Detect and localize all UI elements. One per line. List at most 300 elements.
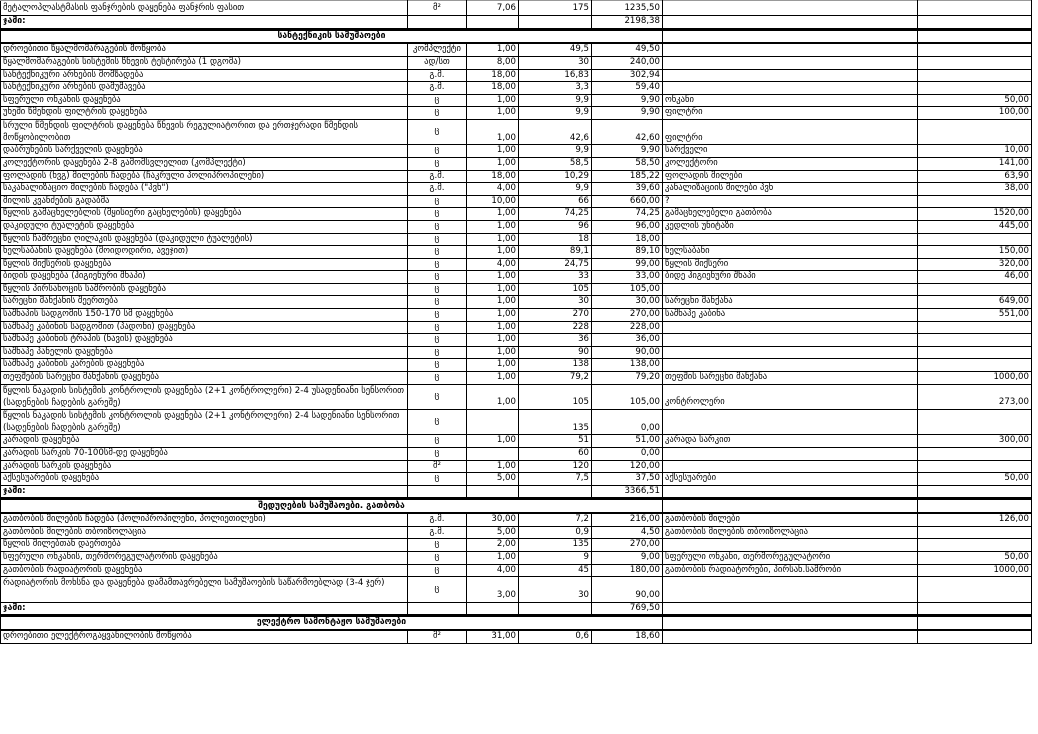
price-cell[interactable]: 7,5 (519, 473, 592, 486)
unit-cell[interactable]: გ.მ. (408, 183, 467, 196)
sum-cell[interactable]: 228,00 (592, 321, 663, 334)
material-cell[interactable] (663, 539, 918, 552)
sum-cell[interactable]: 96,00 (592, 220, 663, 233)
unit-cell[interactable]: ც (408, 435, 467, 448)
unit-cell[interactable]: ც (408, 208, 467, 221)
work-name-cell[interactable]: დაბრუნების სარქველის დაყენება (1, 145, 408, 158)
quantity-cell[interactable]: 4,00 (467, 258, 519, 271)
work-name-cell[interactable]: ხელსაბანის დაყენება (მოიდოდირი, ავეჯით) (1, 246, 408, 259)
material-price-cell[interactable] (918, 539, 1032, 552)
work-name-cell[interactable]: დროებითი ელექტროგაყვანილობის მოწყობა (1, 630, 408, 643)
material-cell[interactable]: გათბობის მილების თბოიზოლაცია (663, 526, 918, 539)
quantity-cell[interactable]: 1,00 (467, 552, 519, 565)
work-name-cell[interactable]: გათბობის რადიატორის დაყენება (1, 564, 408, 577)
quantity-cell[interactable]: 1,00 (467, 435, 519, 448)
sum-cell[interactable]: 1235,50 (592, 1, 663, 16)
material-cell[interactable]: ბიდე ჰიგიენური შხაპი (663, 271, 918, 284)
empty-cell[interactable] (663, 616, 918, 630)
sum-cell[interactable]: 270,00 (592, 539, 663, 552)
sum-cell[interactable]: 18,60 (592, 630, 663, 643)
material-price-cell[interactable]: 1000,00 (918, 372, 1032, 385)
material-price-cell[interactable]: 10,00 (918, 145, 1032, 158)
sum-cell[interactable]: 660,00 (592, 195, 663, 208)
material-price-cell[interactable] (918, 346, 1032, 359)
sum-cell[interactable]: 90,00 (592, 346, 663, 359)
empty-cell[interactable] (918, 499, 1032, 513)
quantity-cell[interactable]: 10,00 (467, 195, 519, 208)
sum-cell[interactable]: 33,00 (592, 271, 663, 284)
quantity-cell[interactable]: 1,00 (467, 145, 519, 158)
sum-cell[interactable]: 74,25 (592, 208, 663, 221)
section-title[interactable]: შედუღების სამუშაოები. გათბობა (1, 499, 663, 513)
empty-cell[interactable] (918, 16, 1032, 30)
empty-cell[interactable] (519, 602, 592, 616)
material-price-cell[interactable] (918, 359, 1032, 372)
material-price-cell[interactable]: 551,00 (918, 309, 1032, 322)
sum-cell[interactable]: 9,90 (592, 145, 663, 158)
work-name-cell[interactable]: ფოლადის (ხვგ) მილების ჩადება (ჩაკრული პოლიპროპილენი) (1, 170, 408, 183)
unit-cell[interactable]: ც (408, 220, 467, 233)
sum-cell[interactable]: 49,50 (592, 43, 663, 56)
unit-cell[interactable]: ად/სთ (408, 56, 467, 69)
price-cell[interactable]: 60 (519, 448, 592, 461)
quantity-cell[interactable]: 1,00 (467, 283, 519, 296)
work-name-cell[interactable]: დროებითი წყალმომარაგების მოწყობა (1, 43, 408, 56)
price-cell[interactable]: 33 (519, 271, 592, 284)
material-cell[interactable] (663, 56, 918, 69)
work-name-cell[interactable]: თეფშების სარეცხი მანქანის დაყენება (1, 372, 408, 385)
material-price-cell[interactable] (918, 334, 1032, 347)
material-price-cell[interactable]: 50,00 (918, 473, 1032, 486)
material-cell[interactable]: სარქველი (663, 145, 918, 158)
unit-cell[interactable]: ც (408, 296, 467, 309)
quantity-cell[interactable]: 1,00 (467, 94, 519, 107)
sum-cell[interactable]: 90,00 (592, 577, 663, 602)
unit-cell[interactable]: ც (408, 473, 467, 486)
unit-cell[interactable]: ც (408, 552, 467, 565)
material-price-cell[interactable]: 649,00 (918, 296, 1032, 309)
price-cell[interactable]: 16,83 (519, 69, 592, 82)
material-cell[interactable]: ? (663, 195, 918, 208)
material-cell[interactable] (663, 577, 918, 602)
material-cell[interactable] (663, 334, 918, 347)
unit-cell[interactable]: ც (408, 119, 467, 144)
sum-cell[interactable]: 240,00 (592, 56, 663, 69)
quantity-cell[interactable]: 1,00 (467, 233, 519, 246)
work-name-cell[interactable]: საშხაპე კაბინის კარების დაყენება (1, 359, 408, 372)
material-price-cell[interactable]: 141,00 (918, 157, 1032, 170)
material-cell[interactable] (663, 460, 918, 473)
price-cell[interactable]: 74,25 (519, 208, 592, 221)
price-cell[interactable]: 30 (519, 296, 592, 309)
empty-cell[interactable] (918, 29, 1032, 43)
quantity-cell[interactable]: 1,00 (467, 309, 519, 322)
material-cell[interactable]: კოლექტორი (663, 157, 918, 170)
work-name-cell[interactable]: კოლექტორის დაყენება 2-8 გამომსვლელით (კომპლექტი) (1, 157, 408, 170)
material-price-cell[interactable]: 46,00 (918, 271, 1032, 284)
price-cell[interactable]: 10,29 (519, 170, 592, 183)
material-cell[interactable]: წყლის მიქსერი (663, 258, 918, 271)
unit-cell[interactable]: გ.მ. (408, 526, 467, 539)
material-price-cell[interactable] (918, 321, 1032, 334)
quantity-cell[interactable]: 5,00 (467, 473, 519, 486)
unit-cell[interactable]: ც (408, 564, 467, 577)
price-cell[interactable]: 51 (519, 435, 592, 448)
work-name-cell[interactable]: აქსესუარების დაყენება (1, 473, 408, 486)
sum-cell[interactable]: 105,00 (592, 283, 663, 296)
material-price-cell[interactable]: 300,00 (918, 435, 1032, 448)
material-price-cell[interactable]: 63,90 (918, 170, 1032, 183)
quantity-cell[interactable]: 1,00 (467, 359, 519, 372)
sum-cell[interactable]: 180,00 (592, 564, 663, 577)
material-cell[interactable]: ხელსაბანი (663, 246, 918, 259)
material-price-cell[interactable]: 1520,00 (918, 208, 1032, 221)
price-cell[interactable]: 120 (519, 460, 592, 473)
unit-cell[interactable]: ც (408, 334, 467, 347)
sum-cell[interactable]: 302,94 (592, 69, 663, 82)
material-price-cell[interactable] (918, 119, 1032, 144)
material-price-cell[interactable] (918, 410, 1032, 435)
price-cell[interactable]: 49,5 (519, 43, 592, 56)
unit-cell[interactable]: გ.მ. (408, 82, 467, 95)
material-cell[interactable] (663, 1, 918, 16)
unit-cell[interactable]: ც (408, 283, 467, 296)
quantity-cell[interactable]: 31,00 (467, 630, 519, 643)
material-cell[interactable]: თეფშის სარეცხი მანქანა (663, 372, 918, 385)
unit-cell[interactable]: ც (408, 448, 467, 461)
work-name-cell[interactable]: წყლის ჩამრეცხი ღილაკის დაყენება (დაკიდული ტუალეტის) (1, 233, 408, 246)
price-cell[interactable]: 9,9 (519, 183, 592, 196)
sum-cell[interactable]: 99,00 (592, 258, 663, 271)
price-cell[interactable]: 42,6 (519, 119, 592, 144)
material-price-cell[interactable] (918, 195, 1032, 208)
quantity-cell[interactable]: 1,00 (467, 321, 519, 334)
work-name-cell[interactable]: სფერული ონკანის დაყენება (1, 94, 408, 107)
price-cell[interactable]: 135 (519, 410, 592, 435)
empty-cell[interactable] (408, 602, 467, 616)
quantity-cell[interactable]: 1,00 (467, 208, 519, 221)
work-name-cell[interactable]: საშხაპე კაბინის ტრაპის (ნავის) დაყენება (1, 334, 408, 347)
sum-cell[interactable]: 0,00 (592, 448, 663, 461)
material-price-cell[interactable] (918, 460, 1032, 473)
price-cell[interactable]: 175 (519, 1, 592, 16)
unit-cell[interactable]: ც (408, 321, 467, 334)
empty-cell[interactable] (467, 16, 519, 30)
quantity-cell[interactable]: 1,00 (467, 119, 519, 144)
empty-cell[interactable] (467, 602, 519, 616)
work-name-cell[interactable]: კარადის სარკის დაყენება (1, 460, 408, 473)
work-name-cell[interactable]: სანტექნიკური არხების დამუშავება (1, 82, 408, 95)
empty-cell[interactable] (663, 29, 918, 43)
material-cell[interactable] (663, 283, 918, 296)
price-cell[interactable]: 9,9 (519, 94, 592, 107)
price-cell[interactable]: 30 (519, 56, 592, 69)
quantity-cell[interactable]: 18,00 (467, 69, 519, 82)
sum-cell[interactable]: 270,00 (592, 309, 663, 322)
work-name-cell[interactable]: დაკიდული ტუალეტის დაყენება (1, 220, 408, 233)
quantity-cell[interactable]: 18,00 (467, 170, 519, 183)
sum-cell[interactable]: 30,00 (592, 296, 663, 309)
work-name-cell[interactable]: წყლის გამაცხელებლის (მყისიერი გაცხელების) დაყენება (1, 208, 408, 221)
price-cell[interactable]: 66 (519, 195, 592, 208)
material-cell[interactable]: სფერული ონკანი, თერმორეგულატორი (663, 552, 918, 565)
material-price-cell[interactable]: 320,00 (918, 258, 1032, 271)
sum-cell[interactable]: 58,50 (592, 157, 663, 170)
price-cell[interactable]: 36 (519, 334, 592, 347)
section-title[interactable]: ელექტრო სამონტაჟო სამუშაოები (1, 616, 663, 630)
unit-cell[interactable]: კომპლექტი (408, 43, 467, 56)
work-name-cell[interactable]: საშხაპის სადგომის 150-170 სმ დაყენება (1, 309, 408, 322)
material-cell[interactable]: კანალიზაციის მილები პვხ (663, 183, 918, 196)
total-value[interactable]: 3366,51 (592, 485, 663, 499)
quantity-cell[interactable]: 1,00 (467, 107, 519, 120)
material-cell[interactable]: ფილტრი (663, 107, 918, 120)
price-cell[interactable]: 9,9 (519, 145, 592, 158)
material-price-cell[interactable]: 50,00 (918, 552, 1032, 565)
quantity-cell[interactable]: 7,06 (467, 1, 519, 16)
material-price-cell[interactable] (918, 577, 1032, 602)
price-cell[interactable]: 7,2 (519, 513, 592, 526)
quantity-cell[interactable] (467, 410, 519, 435)
price-cell[interactable]: 105 (519, 384, 592, 409)
price-cell[interactable]: 79,2 (519, 372, 592, 385)
sum-cell[interactable]: 120,00 (592, 460, 663, 473)
sum-cell[interactable]: 37,50 (592, 473, 663, 486)
price-cell[interactable]: 0,6 (519, 630, 592, 643)
sum-cell[interactable]: 39,60 (592, 183, 663, 196)
work-name-cell[interactable]: წყლის ნაკადის სისტემის კონტროლის დაყენება (2+1 კონტროლერი) 2-4 სადენიანი სენსორით (სადენების ჩადების გარეშე) (1, 410, 408, 435)
material-cell[interactable]: გათბობის რადიატორები, პირსახ.საშრობი (663, 564, 918, 577)
work-name-cell[interactable]: წყალმომარაგების სისტემის წნევის ტესტირება (1 დგომა) (1, 56, 408, 69)
material-price-cell[interactable]: 126,00 (918, 513, 1032, 526)
material-cell[interactable] (663, 233, 918, 246)
unit-cell[interactable]: ც (408, 359, 467, 372)
quantity-cell[interactable]: 5,00 (467, 526, 519, 539)
material-price-cell[interactable] (918, 526, 1032, 539)
material-price-cell[interactable]: 100,00 (918, 107, 1032, 120)
material-cell[interactable]: სარეცხი მანქანა (663, 296, 918, 309)
material-cell[interactable] (663, 321, 918, 334)
price-cell[interactable]: 58,5 (519, 157, 592, 170)
unit-cell[interactable]: ც (408, 372, 467, 385)
work-name-cell[interactable]: მეტალოპლასტმასის ფანჯრების დაყენება ფანჯრის ფასით (1, 1, 408, 16)
material-price-cell[interactable]: 38,00 (918, 183, 1032, 196)
material-price-cell[interactable]: 150,00 (918, 246, 1032, 259)
quantity-cell[interactable]: 30,00 (467, 513, 519, 526)
price-cell[interactable]: 24,75 (519, 258, 592, 271)
work-name-cell[interactable]: უხეში წმენდის ფილტრის დაყენება (1, 107, 408, 120)
work-name-cell[interactable]: სრული წმენდის ფილტრის დაყენება წნევის რეგულიატორით და ერთჯერადი წმენდის მოწყობილობით (1, 119, 408, 144)
material-cell[interactable]: კედლის უნიტაზი (663, 220, 918, 233)
unit-cell[interactable]: ც (408, 577, 467, 602)
work-name-cell[interactable]: წყლის მილებთან დაერთება (1, 539, 408, 552)
unit-cell[interactable]: გ.მ. (408, 513, 467, 526)
work-name-cell[interactable]: სფერული ონკანის, თერმორეგულატორის დაყენება (1, 552, 408, 565)
empty-cell[interactable] (408, 485, 467, 499)
material-price-cell[interactable] (918, 43, 1032, 56)
quantity-cell[interactable]: 1,00 (467, 157, 519, 170)
unit-cell[interactable]: ც (408, 271, 467, 284)
work-name-cell[interactable]: წყლის ნაკადის სისტემის კონტროლის დაყენება (2+1 კონტროლერი) 2-4 უსადენიანი სენსორით (სადენების ჩადების გარეშე) (1, 384, 408, 409)
unit-cell[interactable]: გ.მ. (408, 170, 467, 183)
work-name-cell[interactable]: საშხაპე კაბინის სადგომით (პადონი) დაყენება (1, 321, 408, 334)
price-cell[interactable]: 228 (519, 321, 592, 334)
quantity-cell[interactable]: 1,00 (467, 296, 519, 309)
total-value[interactable]: 2198,38 (592, 16, 663, 30)
material-cell[interactable] (663, 630, 918, 643)
material-price-cell[interactable] (918, 283, 1032, 296)
material-price-cell[interactable]: 445,00 (918, 220, 1032, 233)
empty-cell[interactable] (918, 485, 1032, 499)
material-cell[interactable] (663, 410, 918, 435)
material-price-cell[interactable]: 50,00 (918, 94, 1032, 107)
price-cell[interactable]: 0,9 (519, 526, 592, 539)
price-cell[interactable]: 89,1 (519, 246, 592, 259)
empty-cell[interactable] (519, 16, 592, 30)
unit-cell[interactable]: ც (408, 195, 467, 208)
unit-cell[interactable]: მ² (408, 1, 467, 16)
quantity-cell[interactable]: 1,00 (467, 334, 519, 347)
work-name-cell[interactable]: წყლის პირსახოცის საშრობის დაყენება (1, 283, 408, 296)
unit-cell[interactable]: ც (408, 309, 467, 322)
work-name-cell[interactable]: სარეცხი მანქანის შეერთება (1, 296, 408, 309)
sum-cell[interactable]: 105,00 (592, 384, 663, 409)
unit-cell[interactable]: მ² (408, 630, 467, 643)
price-cell[interactable]: 96 (519, 220, 592, 233)
work-name-cell[interactable]: კარადის სარკის 70-100სმ-დე დაყენება (1, 448, 408, 461)
empty-cell[interactable] (519, 485, 592, 499)
quantity-cell[interactable]: 3,00 (467, 577, 519, 602)
sum-cell[interactable]: 4,50 (592, 526, 663, 539)
quantity-cell[interactable] (467, 448, 519, 461)
empty-cell[interactable] (467, 485, 519, 499)
work-name-cell[interactable]: საკანალიზაციო მილების ჩადება ("პვხ") (1, 183, 408, 196)
price-cell[interactable]: 3,3 (519, 82, 592, 95)
unit-cell[interactable]: ც (408, 258, 467, 271)
price-cell[interactable]: 30 (519, 577, 592, 602)
sum-cell[interactable]: 79,20 (592, 372, 663, 385)
sum-cell[interactable]: 18,00 (592, 233, 663, 246)
material-cell[interactable]: კარადა სარკით (663, 435, 918, 448)
material-cell[interactable]: ფილტრი (663, 119, 918, 144)
quantity-cell[interactable]: 4,00 (467, 183, 519, 196)
empty-cell[interactable] (408, 16, 467, 30)
sum-cell[interactable]: 36,00 (592, 334, 663, 347)
work-name-cell[interactable]: გათბობის მილების ჩადება (პოლიპროპილენი, პოლიეთილენი) (1, 513, 408, 526)
sum-cell[interactable]: 9,00 (592, 552, 663, 565)
material-cell[interactable]: აქსესუარები (663, 473, 918, 486)
total-label[interactable]: ჯამი: (1, 602, 408, 616)
work-name-cell[interactable]: ბიდის დაყენება (ჰიგიენური შხაპი) (1, 271, 408, 284)
sum-cell[interactable]: 9,90 (592, 107, 663, 120)
material-cell[interactable] (663, 69, 918, 82)
unit-cell[interactable]: ც (408, 157, 467, 170)
material-price-cell[interactable] (918, 69, 1032, 82)
material-price-cell[interactable] (918, 448, 1032, 461)
total-label[interactable]: ჯამი: (1, 485, 408, 499)
sum-cell[interactable]: 185,22 (592, 170, 663, 183)
total-label[interactable]: ჯამი: (1, 16, 408, 30)
material-cell[interactable]: გამაცხელებელი გათბობა (663, 208, 918, 221)
unit-cell[interactable]: გ.მ. (408, 69, 467, 82)
unit-cell[interactable]: ც (408, 384, 467, 409)
material-price-cell[interactable] (918, 56, 1032, 69)
material-price-cell[interactable]: 1000,00 (918, 564, 1032, 577)
quantity-cell[interactable]: 1,00 (467, 220, 519, 233)
material-cell[interactable]: კონტროლერი (663, 384, 918, 409)
material-cell[interactable]: ფოლადის მილები (663, 170, 918, 183)
unit-cell[interactable]: ც (408, 246, 467, 259)
price-cell[interactable]: 270 (519, 309, 592, 322)
work-name-cell[interactable]: კარადის დაყენება (1, 435, 408, 448)
empty-cell[interactable] (918, 616, 1032, 630)
empty-cell[interactable] (663, 602, 918, 616)
material-cell[interactable]: ონკანი (663, 94, 918, 107)
material-cell[interactable] (663, 346, 918, 359)
unit-cell[interactable]: ც (408, 94, 467, 107)
sum-cell[interactable]: 51,00 (592, 435, 663, 448)
quantity-cell[interactable]: 1,00 (467, 43, 519, 56)
price-cell[interactable]: 105 (519, 283, 592, 296)
quantity-cell[interactable]: 1,00 (467, 372, 519, 385)
material-price-cell[interactable] (918, 233, 1032, 246)
sum-cell[interactable]: 0,00 (592, 410, 663, 435)
work-name-cell[interactable]: მილის კვანძების გადაბმა (1, 195, 408, 208)
unit-cell[interactable]: ც (408, 107, 467, 120)
material-cell[interactable] (663, 82, 918, 95)
unit-cell[interactable]: ც (408, 145, 467, 158)
material-cell[interactable] (663, 448, 918, 461)
price-cell[interactable]: 138 (519, 359, 592, 372)
quantity-cell[interactable]: 1,00 (467, 271, 519, 284)
total-value[interactable]: 769,50 (592, 602, 663, 616)
empty-cell[interactable] (663, 485, 918, 499)
work-name-cell[interactable]: გათბობის მილების თბოიზოლაცია (1, 526, 408, 539)
price-cell[interactable]: 9 (519, 552, 592, 565)
sum-cell[interactable]: 9,90 (592, 94, 663, 107)
quantity-cell[interactable]: 4,00 (467, 564, 519, 577)
material-cell[interactable] (663, 43, 918, 56)
quantity-cell[interactable]: 1,00 (467, 246, 519, 259)
work-name-cell[interactable]: საშხაპე პანელის დაყენება (1, 346, 408, 359)
section-title[interactable]: სანტექნიკის სამუშაოები (1, 29, 663, 43)
unit-cell[interactable]: ც (408, 233, 467, 246)
quantity-cell[interactable]: 1,00 (467, 384, 519, 409)
price-cell[interactable]: 135 (519, 539, 592, 552)
quantity-cell[interactable]: 8,00 (467, 56, 519, 69)
quantity-cell[interactable]: 2,00 (467, 539, 519, 552)
empty-cell[interactable] (663, 499, 918, 513)
material-price-cell[interactable]: 273,00 (918, 384, 1032, 409)
sum-cell[interactable]: 216,00 (592, 513, 663, 526)
material-price-cell[interactable] (918, 82, 1032, 95)
quantity-cell[interactable]: 1,00 (467, 460, 519, 473)
quantity-cell[interactable]: 18,00 (467, 82, 519, 95)
price-cell[interactable]: 45 (519, 564, 592, 577)
sum-cell[interactable]: 89,10 (592, 246, 663, 259)
work-name-cell[interactable]: წყლის მიქსერის დაყენება (1, 258, 408, 271)
unit-cell[interactable]: ც (408, 346, 467, 359)
sum-cell[interactable]: 59,40 (592, 82, 663, 95)
empty-cell[interactable] (663, 16, 918, 30)
sum-cell[interactable]: 138,00 (592, 359, 663, 372)
material-cell[interactable] (663, 359, 918, 372)
material-price-cell[interactable] (918, 1, 1032, 16)
unit-cell[interactable]: ც (408, 410, 467, 435)
quantity-cell[interactable]: 1,00 (467, 346, 519, 359)
sum-cell[interactable]: 42,60 (592, 119, 663, 144)
unit-cell[interactable]: მ² (408, 460, 467, 473)
